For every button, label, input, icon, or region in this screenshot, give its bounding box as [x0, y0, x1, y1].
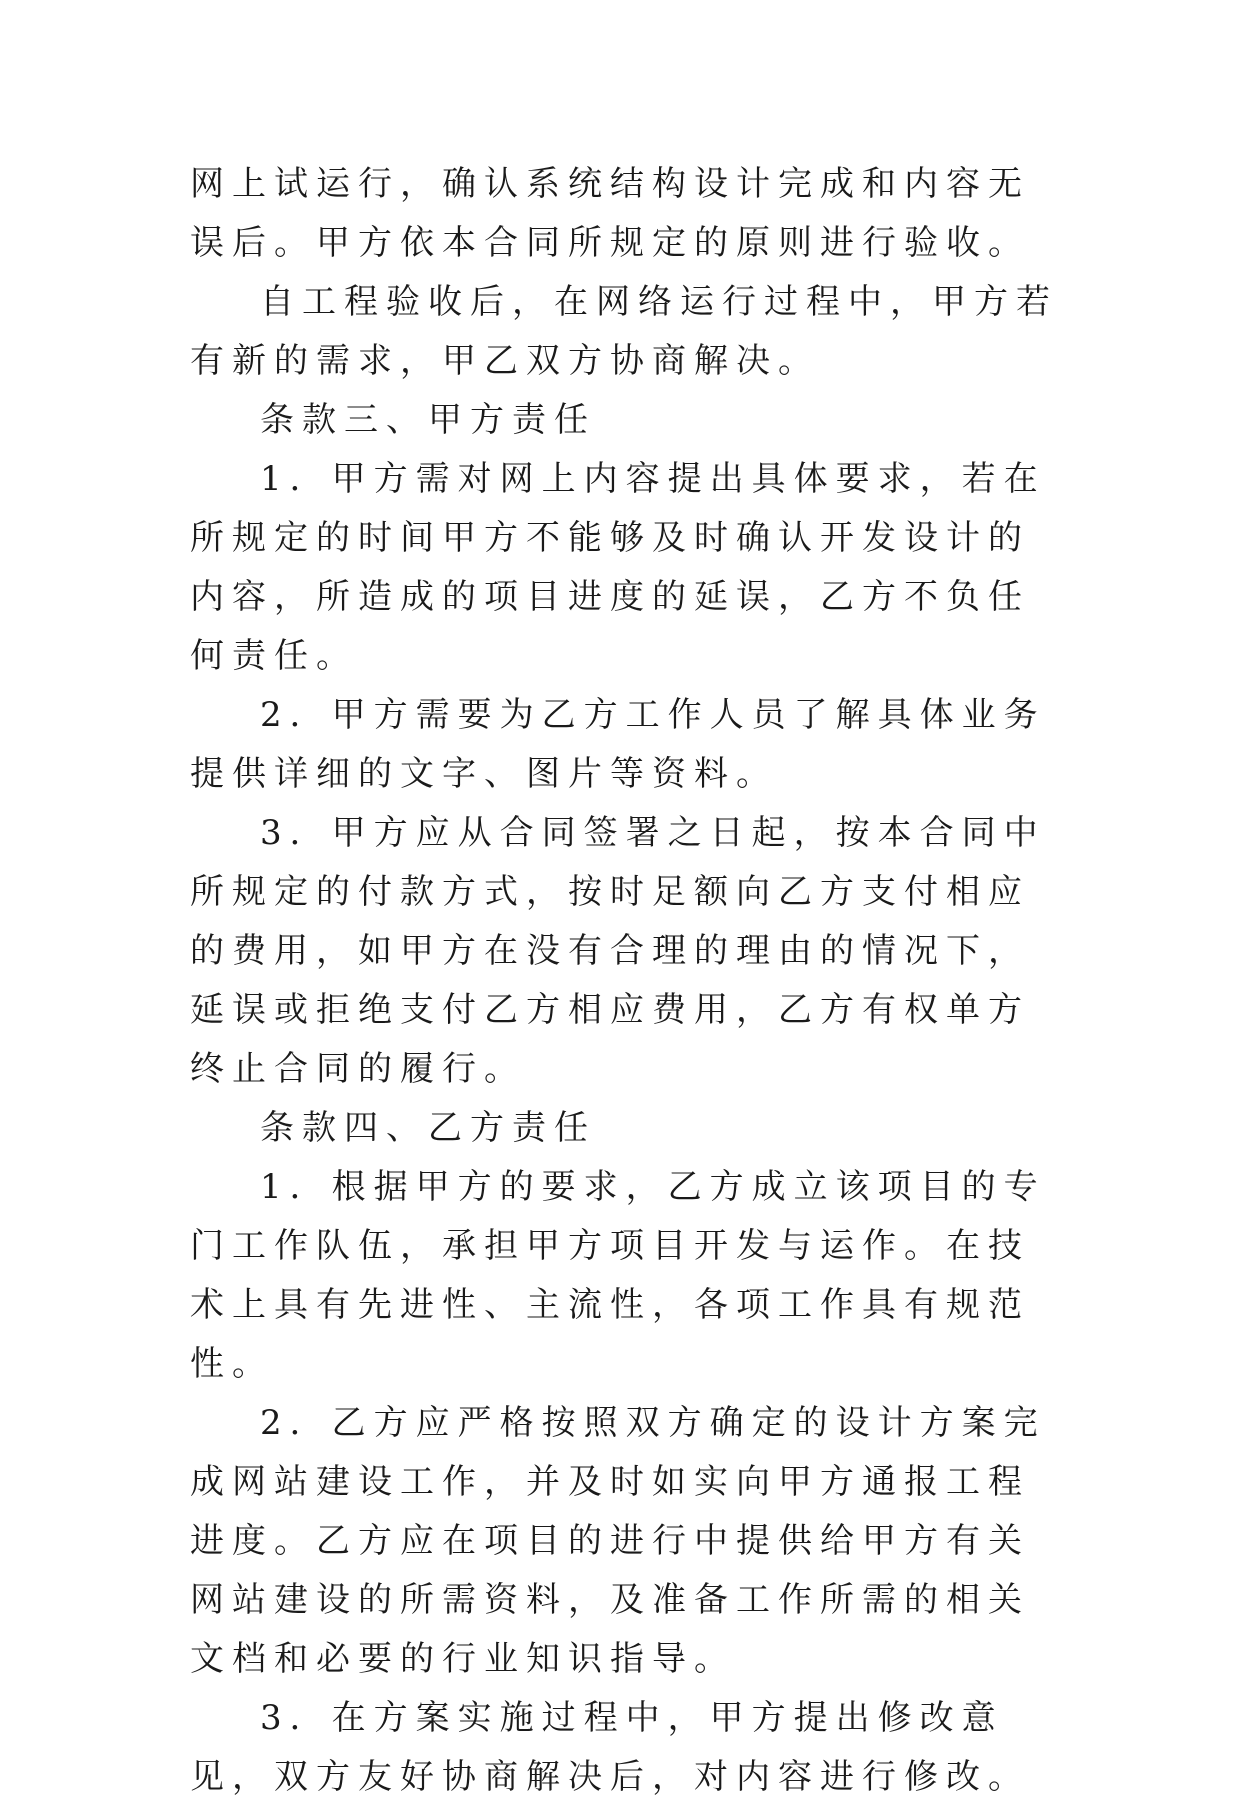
party-b-item-1: 1．根据甲方的要求，乙方成立该项目的专门工作队伍，承担甲方项目开发与运作。在技术上具有先进性、主流性，各项工作具有规范性。	[190, 1167, 1046, 1384]
paragraph-acceptance: 自工程验收后，在网络运行过程中，甲方若有新的需求，甲乙双方协商解决。	[190, 282, 1058, 381]
section-heading-party-b: 条款四、乙方责任	[260, 1108, 596, 1148]
party-a-item-3: 3．甲方应从合同签署之日起，按本合同中所规定的付款方式，按时足额向乙方支付相应的费用，如甲方在没有合理的理由的情况下，延误或拒绝支付乙方相应费用，乙方有权单方终止合同的履行。	[190, 813, 1046, 1089]
section-heading-party-a: 条款三、甲方责任	[260, 400, 596, 440]
document-body	[190, 155, 1070, 1807]
paragraph-continuation: 网上试运行，确认系统结构设计完成和内容无误后。甲方依本合同所规定的原则进行验收。	[190, 164, 1030, 263]
party-b-item-3: 3．在方案实施过程中，甲方提出修改意见，双方友好协商解决后，对内容进行修改。	[190, 1698, 1030, 1797]
party-b-item-2: 2．乙方应严格按照双方确定的设计方案完成网站建设工作，并及时如实向甲方通报工程进度。乙方应在项目的进行中提供给甲方有关网站建设的所需资料，及准备工作所需的相关文档和必要的行业知识指导。	[190, 1403, 1046, 1679]
party-a-item-2: 2．甲方需要为乙方工作人员了解具体业务提供详细的文字、图片等资料。	[190, 695, 1046, 794]
party-a-item-1: 1．甲方需对网上内容提出具体要求，若在所规定的时间甲方不能够及时确认开发设计的内容，所造成的项目进度的延误，乙方不负任何责任。	[190, 459, 1046, 676]
